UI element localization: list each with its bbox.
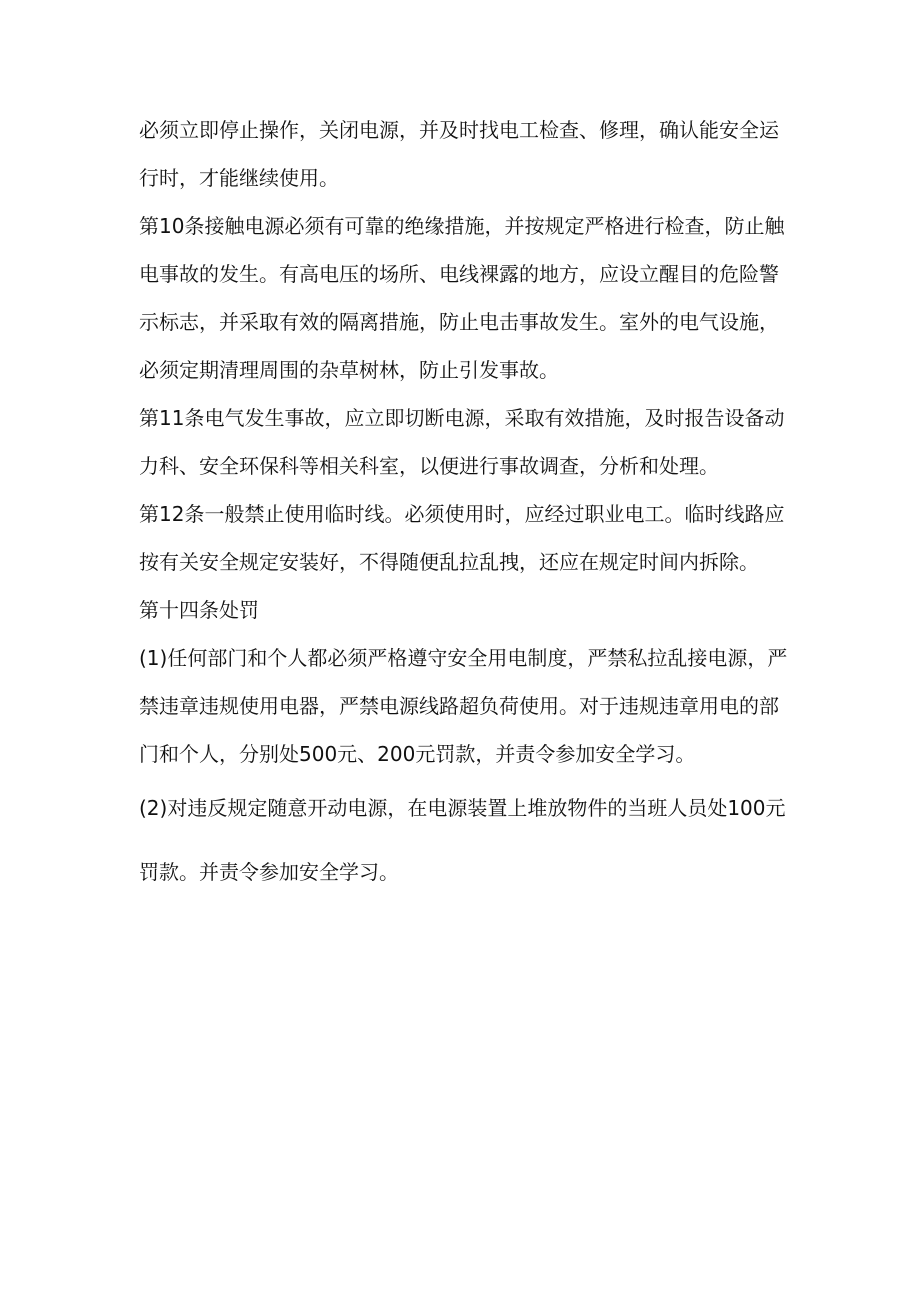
text-line: (2)对违反规定随意开动电源，在电源装置上堆放物件的当班人员处100元 [139, 796, 786, 820]
paragraph-article-10 [139, 202, 784, 394]
text-line: 门和个人，分别处500元、200元罚款，并责令参加安全学习。 [139, 742, 696, 766]
text-line: 第12条一般禁止使用临时线。必须使用时，应经过职业电工。临时线路应 [139, 502, 785, 526]
text-line: 第11条电气发生事故，应立即切断电源，采取有效措施，及时报告设备动 [139, 406, 785, 430]
text-line: 按有关安全规定安装好，不得随便乱拉乱拽，还应在规定时间内拆除。 [139, 550, 759, 574]
text-line: 力科、安全环保科等相关科室，以便进行事故调查，分析和处理。 [139, 454, 719, 478]
text-line: 必须立即停止操作，关闭电源，并及时找电工检查、修理，确认能安全运 [139, 118, 779, 142]
paragraph-penalty-1 [139, 634, 788, 778]
text-line: 第十四条处罚 [139, 598, 259, 622]
text-line: 禁违章违规使用电器，严禁电源线路超负荷使用。对于违规违章用电的部 [139, 694, 779, 718]
paragraph-penalty-2 [139, 776, 784, 904]
text-line: 必须定期清理周围的杂草树林，防止引发事故。 [139, 358, 559, 382]
text-line: 罚款。并责令参加安全学习。 [139, 860, 399, 884]
text-line: 行时，才能继续使用。 [139, 166, 339, 190]
text-line: 电事故的发生。有高电压的场所、电线裸露的地方，应设立醒目的危险警 [139, 262, 779, 286]
text-line: 第10条接触电源必须有可靠的绝缘措施，并按规定严格进行检查，防止触 [139, 214, 785, 238]
paragraph-continuation [139, 106, 784, 202]
section-heading-penalty [139, 586, 784, 634]
paragraph-article-11 [139, 394, 784, 490]
text-line: 示标志，并采取有效的隔离措施，防止电击事故发生。室外的电气设施， [139, 310, 779, 334]
text-line: (1)任何部门和个人都必须严格遵守安全用电制度，严禁私拉乱接电源，严 [139, 646, 788, 670]
paragraph-article-12 [139, 490, 784, 586]
